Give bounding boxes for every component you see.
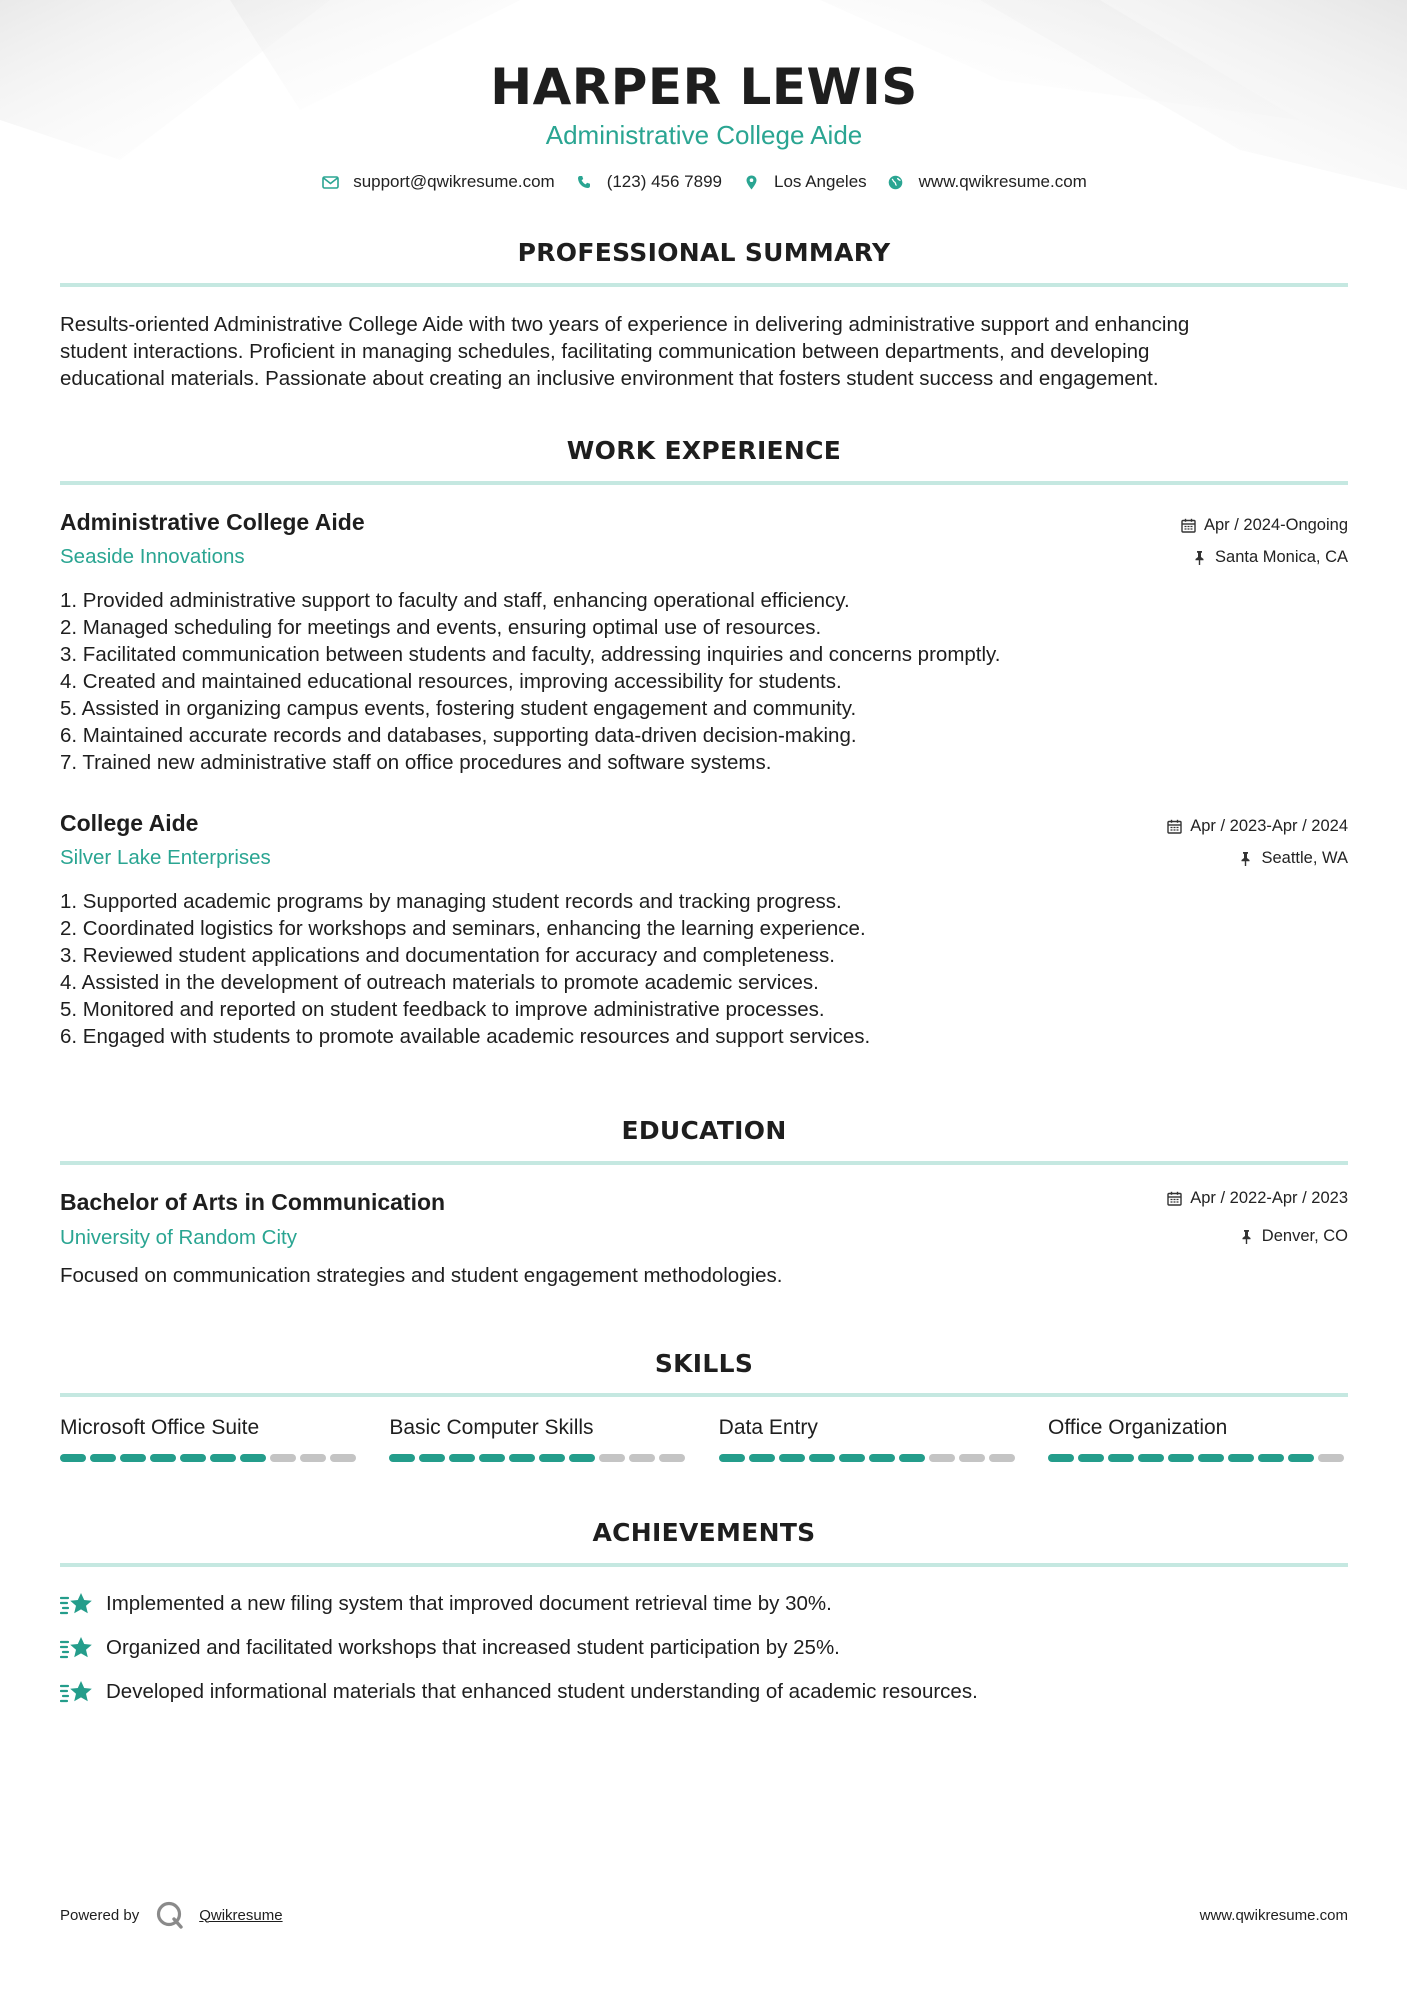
job-bullet: 2. Coordinated logistics for workshops and seminars, enhancing the learning experience. <box>60 917 866 940</box>
summary-line: student interactions. Proficient in managing schedules, facilitating communication between departments, and developing <box>60 340 1150 363</box>
skill-segment-filled <box>449 1454 475 1462</box>
job-bullets <box>60 587 1348 776</box>
skill-segment-filled <box>60 1454 86 1462</box>
job-bullet: 1. Supported academic programs by managing student records and tracking progress. <box>60 890 842 913</box>
qwikresume-logo-icon <box>155 1900 185 1930</box>
skill-segment-filled <box>569 1454 595 1462</box>
achievements-heading: ACHIEVEMENTS <box>592 1518 816 1547</box>
skill-level-bar <box>1048 1454 1348 1462</box>
job-company: Silver Lake Enterprises <box>60 846 271 869</box>
experience-divider <box>60 481 1348 485</box>
pushpin-icon <box>1239 1229 1254 1244</box>
skill-segment-empty <box>929 1454 955 1462</box>
education-dates-text: Apr / 2022-Apr / 2023 <box>1190 1189 1348 1207</box>
summary-line: educational materials. Passionate about creating an inclusive environment that fosters student success and engagement. <box>60 367 1159 390</box>
skill-segment-filled <box>1138 1454 1164 1462</box>
job-title: Administrative College Aide <box>60 509 365 535</box>
skill-item <box>719 1416 1019 1462</box>
education-degree: Bachelor of Arts in Communication <box>60 1189 446 1215</box>
contact-phone-text: (123) 456 7899 <box>606 172 723 191</box>
achievement-item <box>60 1634 840 1662</box>
skill-level-bar <box>389 1454 689 1462</box>
contact-phone[interactable] <box>575 172 722 192</box>
education-description: Focused on communication strategies and student engagement methodologies. <box>60 1264 783 1287</box>
contact-email[interactable] <box>321 172 555 192</box>
skill-level-bar <box>719 1454 1019 1462</box>
candidate-name: HARPER LEWIS <box>490 58 918 116</box>
skill-segment-filled <box>1048 1454 1074 1462</box>
education-location-text: Denver, CO <box>1261 1227 1348 1245</box>
job-dates-text: Apr / 2024-Ongoing <box>1203 516 1348 534</box>
job-dates <box>1167 817 1348 836</box>
envelope-icon <box>321 173 339 191</box>
summary-line: Results-oriented Administrative College Aide with two years of experience in delivering administrative support and enhancing <box>60 313 1190 336</box>
achievement-text: Implemented a new filing system that improved document retrieval time by 30%. <box>106 1592 832 1615</box>
skill-segment-filled <box>839 1454 865 1462</box>
skill-segment-filled <box>210 1454 236 1462</box>
job-bullet: 4. Created and maintained educational resources, improving accessibility for students. <box>60 670 842 693</box>
job-location <box>1238 849 1348 868</box>
calendar-icon <box>1181 518 1196 533</box>
skill-segment-filled <box>120 1454 146 1462</box>
skill-segment-filled <box>150 1454 176 1462</box>
skill-segment-filled <box>719 1454 745 1462</box>
footer-branding <box>60 1900 283 1930</box>
candidate-title: Administrative College Aide <box>545 120 863 150</box>
job-title: College Aide <box>60 810 199 836</box>
contact-location-text: Los Angeles <box>774 172 867 191</box>
skill-segment-filled <box>1258 1454 1284 1462</box>
skills-divider <box>60 1393 1348 1397</box>
skill-name: Basic Computer Skills <box>389 1416 594 1439</box>
skill-segment-filled <box>509 1454 535 1462</box>
skill-segment-empty <box>1318 1454 1344 1462</box>
skill-segment-filled <box>1168 1454 1194 1462</box>
skill-segment-filled <box>749 1454 775 1462</box>
achievements-divider <box>60 1563 1348 1567</box>
job-location <box>1192 548 1348 567</box>
skill-name: Microsoft Office Suite <box>60 1416 260 1439</box>
education-dates <box>1167 1189 1348 1208</box>
job-bullet: 5. Monitored and reported on student feedback to improve administrative processes. <box>60 998 825 1021</box>
skill-segment-filled <box>240 1454 266 1462</box>
calendar-icon <box>1167 819 1182 834</box>
skill-segment-filled <box>899 1454 925 1462</box>
phone-icon <box>575 173 593 191</box>
star-badge-icon <box>60 1634 94 1662</box>
skill-segment-filled <box>1288 1454 1314 1462</box>
skill-segment-filled <box>479 1454 505 1462</box>
job-bullet: 1. Provided administrative support to faculty and staff, enhancing operational efficiency. <box>60 589 850 612</box>
powered-by-label: Powered by <box>60 1906 140 1924</box>
skill-item <box>60 1416 360 1462</box>
skill-segment-empty <box>629 1454 655 1462</box>
skill-segment-filled <box>1108 1454 1134 1462</box>
calendar-icon <box>1167 1191 1182 1206</box>
job-bullet: 4. Assisted in the development of outreach materials to promote academic services. <box>60 971 819 994</box>
skill-level-bar <box>60 1454 360 1462</box>
map-pin-icon <box>742 173 760 191</box>
skill-segment-empty <box>599 1454 625 1462</box>
job-bullet: 6. Maintained accurate records and databases, supporting data-driven decision-making. <box>60 724 857 747</box>
skill-segment-filled <box>1198 1454 1224 1462</box>
skill-item <box>1048 1416 1348 1462</box>
education-location <box>1239 1227 1348 1246</box>
skill-segment-filled <box>539 1454 565 1462</box>
contact-bar <box>60 172 1348 192</box>
skills-list <box>60 1416 1348 1462</box>
skill-segment-empty <box>270 1454 296 1462</box>
job-location-text: Santa Monica, CA <box>1215 548 1348 566</box>
skill-segment-filled <box>779 1454 805 1462</box>
skill-segment-filled <box>419 1454 445 1462</box>
experience-heading: WORK EXPERIENCE <box>566 436 842 465</box>
job-location-text: Seattle, WA <box>1261 849 1348 867</box>
globe-icon <box>887 173 905 191</box>
education-heading: EDUCATION <box>621 1116 787 1145</box>
contact-email-text: support@qwikresume.com <box>353 172 555 191</box>
skill-segment-filled <box>180 1454 206 1462</box>
footer-website[interactable]: www.qwikresume.com <box>1199 1906 1348 1924</box>
achievement-text: Developed informational materials that enhanced student understanding of academic resources. <box>106 1680 978 1703</box>
skill-segment-empty <box>989 1454 1015 1462</box>
job-dates <box>1181 516 1348 535</box>
summary-divider <box>60 283 1348 287</box>
contact-website[interactable] <box>887 172 1087 192</box>
job-bullet: 2. Managed scheduling for meetings and events, ensuring optimal use of resources. <box>60 616 822 639</box>
job-bullets <box>60 888 1348 1050</box>
skill-segment-filled <box>1078 1454 1104 1462</box>
achievement-item <box>60 1590 832 1618</box>
skill-segment-filled <box>90 1454 116 1462</box>
skills-heading: SKILLS <box>654 1349 754 1378</box>
pushpin-icon <box>1192 550 1207 565</box>
skill-segment-filled <box>389 1454 415 1462</box>
summary-text <box>60 311 1348 392</box>
skill-name: Office Organization <box>1047 1416 1228 1439</box>
education-divider <box>60 1161 1348 1165</box>
job-company: Seaside Innovations <box>60 545 245 568</box>
achievement-text: Organized and facilitated workshops that increased student participation by 25%. <box>106 1636 840 1659</box>
achievement-item <box>60 1678 978 1706</box>
skill-segment-empty <box>330 1454 356 1462</box>
job-bullet: 6. Engaged with students to promote available academic resources and support services. <box>60 1025 871 1048</box>
skill-name: Data Entry <box>718 1416 818 1439</box>
education-school: University of Random City <box>60 1226 297 1249</box>
job-bullet: 5. Assisted in organizing campus events, fostering student engagement and community. <box>60 697 857 720</box>
qwikresume-link[interactable]: Qwikresume <box>199 1906 283 1924</box>
footer <box>60 1900 1348 1930</box>
job-dates-text: Apr / 2023-Apr / 2024 <box>1190 817 1348 835</box>
skill-segment-filled <box>809 1454 835 1462</box>
pushpin-icon <box>1238 851 1253 866</box>
job-bullet: 3. Reviewed student applications and documentation for accuracy and completeness. <box>60 944 835 967</box>
skill-segment-empty <box>659 1454 685 1462</box>
skill-item <box>389 1416 689 1462</box>
job-bullet: 7. Trained new administrative staff on office procedures and software systems. <box>60 751 772 774</box>
star-badge-icon <box>60 1590 94 1618</box>
contact-website-text: www.qwikresume.com <box>918 172 1087 191</box>
skill-segment-filled <box>869 1454 895 1462</box>
skill-segment-filled <box>1228 1454 1254 1462</box>
job-bullet: 3. Facilitated communication between students and faculty, addressing inquiries and concerns promptly. <box>60 643 1001 666</box>
star-badge-icon <box>60 1678 94 1706</box>
summary-heading: PROFESSIONAL SUMMARY <box>517 238 891 267</box>
contact-location <box>742 172 867 192</box>
skill-segment-empty <box>959 1454 985 1462</box>
skill-segment-empty <box>300 1454 326 1462</box>
